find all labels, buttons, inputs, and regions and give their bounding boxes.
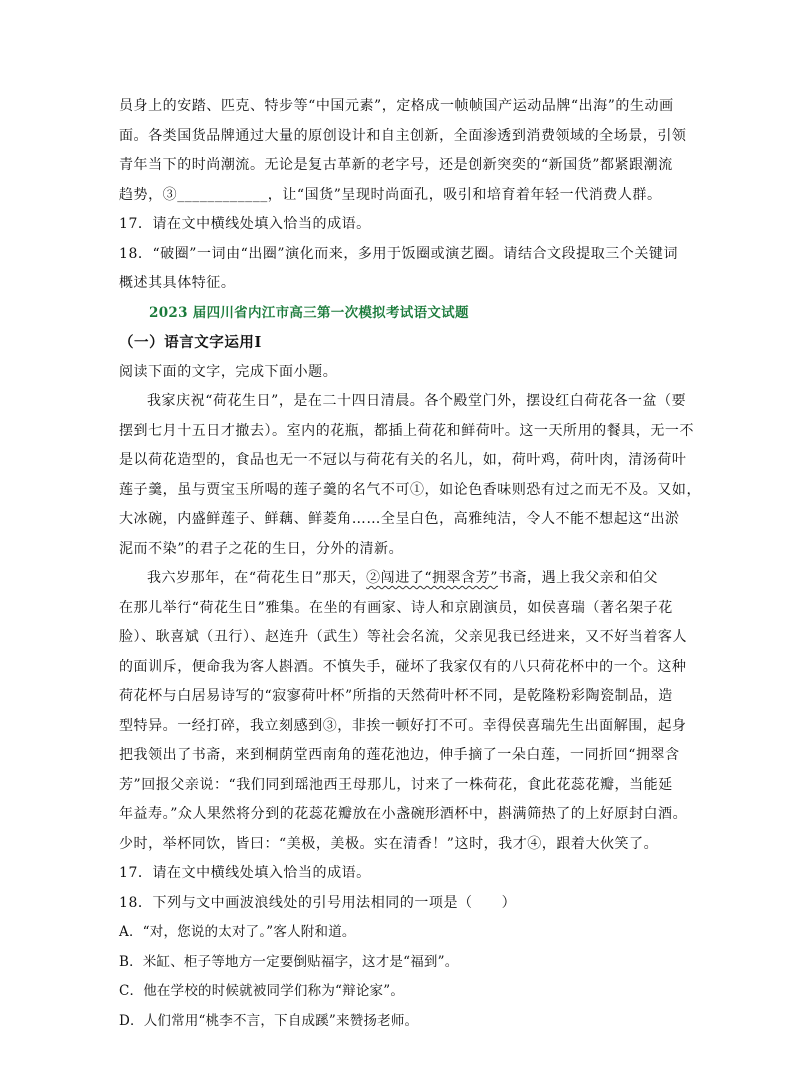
passage-line: 员身上的安踏、匹克、特步等“中国元素”，定格成一帧帧国产运动品牌“出海”的生动画 [119, 98, 674, 114]
passage-line: 青年当下的时尚潮流。无论是复古革新的老字号，还是创新突奕的“新国货”都紧跟潮流 [119, 157, 673, 173]
para2-line: 把我领出了书斋，来到桐荫堂西南角的莲花池边，伸手摘了一朵白莲，一同折回“拥翠含 [119, 747, 680, 763]
para2-text: 我六岁那年，在“荷花生日”那天， [147, 570, 367, 586]
section-heading: （一）语言文字运用Ⅰ [119, 334, 262, 351]
para1-line: 莲子羹，虽与贾宝玉所喝的莲子羹的名气不可①，如论色香味则恐有过之而无不及。又如， [119, 481, 701, 498]
option-c: C．他在学校的时候就被同学们称为“辩论家”。 [119, 983, 405, 999]
para2-line: 年益寿。”众人果然将分到的花蕊花瓣放在小盏碗形酒杯中，斟满筛热了的上好原封白酒。 [119, 806, 688, 822]
para1-line: 摆到七月十五日才撤去）。室内的花瓶，都插上荷花和鲜荷叶。这一天所用的餐具，无一不 [119, 422, 694, 439]
option-a: A．“对，您说的太对了。”客人附和道。 [119, 924, 356, 940]
para2-line: 荷花杯与白居易诗写的“寂寥荷叶杯”所指的天然荷叶杯不同，是乾隆粉彩陶瓷制品，造 [119, 688, 673, 704]
para2-line: 芳”回报父亲说：“我们同到瑶池西王母那儿，讨来了一株荷花，食此花蕊花瓣，当能延 [119, 776, 673, 793]
exam-title: 2023 届四川省内江市高三第一次模拟考试语文试题 [149, 304, 469, 321]
para1-line: 我家庆祝“荷花生日”，是在二十四日清晨。各个殿堂门外，摆设红白荷花各一盆（要 [147, 393, 687, 409]
para2-line-first [119, 564, 689, 594]
instruction: 阅读下面的文字，完成下面小题。 [119, 363, 338, 380]
document-content [119, 92, 701, 1036]
para2-line: 少时，举杯同饮，皆曰：“美极，美极。实在清香！”这时，我才④，跟着大伙笑了。 [119, 835, 659, 852]
question-17-top: 17．请在文中横线处填入恰当的成语。 [119, 216, 371, 232]
question-18-top-line2: 概述其具体特征。 [119, 275, 236, 291]
option-d: D．人们常用“桃李不言，下自成蹊”来赞扬老师。 [119, 1012, 419, 1029]
para2-text: 书斋，遇上我父亲和伯父 [497, 570, 659, 586]
passage-line: 趋势，③____________，让“国货”呈现时尚面孔，吸引和培育着年轻一代消费人群。 [119, 186, 662, 203]
question-18: 18．下列与文中画波浪线处的引号用法相同的一项是（ ） [119, 894, 517, 911]
question-17: 17．请在文中横线处填入恰当的成语。 [119, 865, 371, 881]
option-b: B．米缸、柜子等地方一定要倒贴福字，这才是“福到”。 [119, 953, 459, 970]
para2-line: 在那儿举行“荷花生日”雅集。在坐的有画家、诗人和京剧演员，如侯喜瑞（著名架子花 [119, 599, 673, 616]
para2-line: 的面训斥，便命我为客人斟酒。不慎失手，碰坏了我家仅有的八只荷花杯中的一个。这种 [119, 658, 687, 675]
para1-line: 泥而不染”的君子之花的生日，分外的清新。 [119, 540, 404, 557]
para2-line: 型特异。一经打碎，我立刻感到③，非挨一顿好打不可。幸得侯喜瑞先生出面解围，起身 [119, 717, 687, 734]
para1-line: 是以荷花造型的，食品也无一不冠以与荷花有关的名儿，如，荷叶鸡，荷叶肉，清汤荷叶 [119, 452, 687, 468]
wavy-underlined-text: ②闯进了“拥翠含芳” [366, 570, 498, 586]
passage-line: 面。各类国货品牌通过大量的原创设计和自主创新，全面渗透到消费领域的全场景，引领 [119, 127, 687, 144]
para2-line: 脸）、耿喜斌（丑行）、赵连升（武生）等社会名流，父亲见我已经进来，又不好当着客人 [119, 629, 687, 645]
question-18-top-line1: 18．“破圈”一词由“出圈”演化而来，多用于饭圈或演艺圈。请结合文段提取三个关键词 [119, 245, 678, 262]
para1-line: 大冰碗，内盛鲜莲子、鲜藕、鲜菱角……全呈白色，高雅纯洁，令人不能不想起这“出淤 [119, 511, 680, 527]
